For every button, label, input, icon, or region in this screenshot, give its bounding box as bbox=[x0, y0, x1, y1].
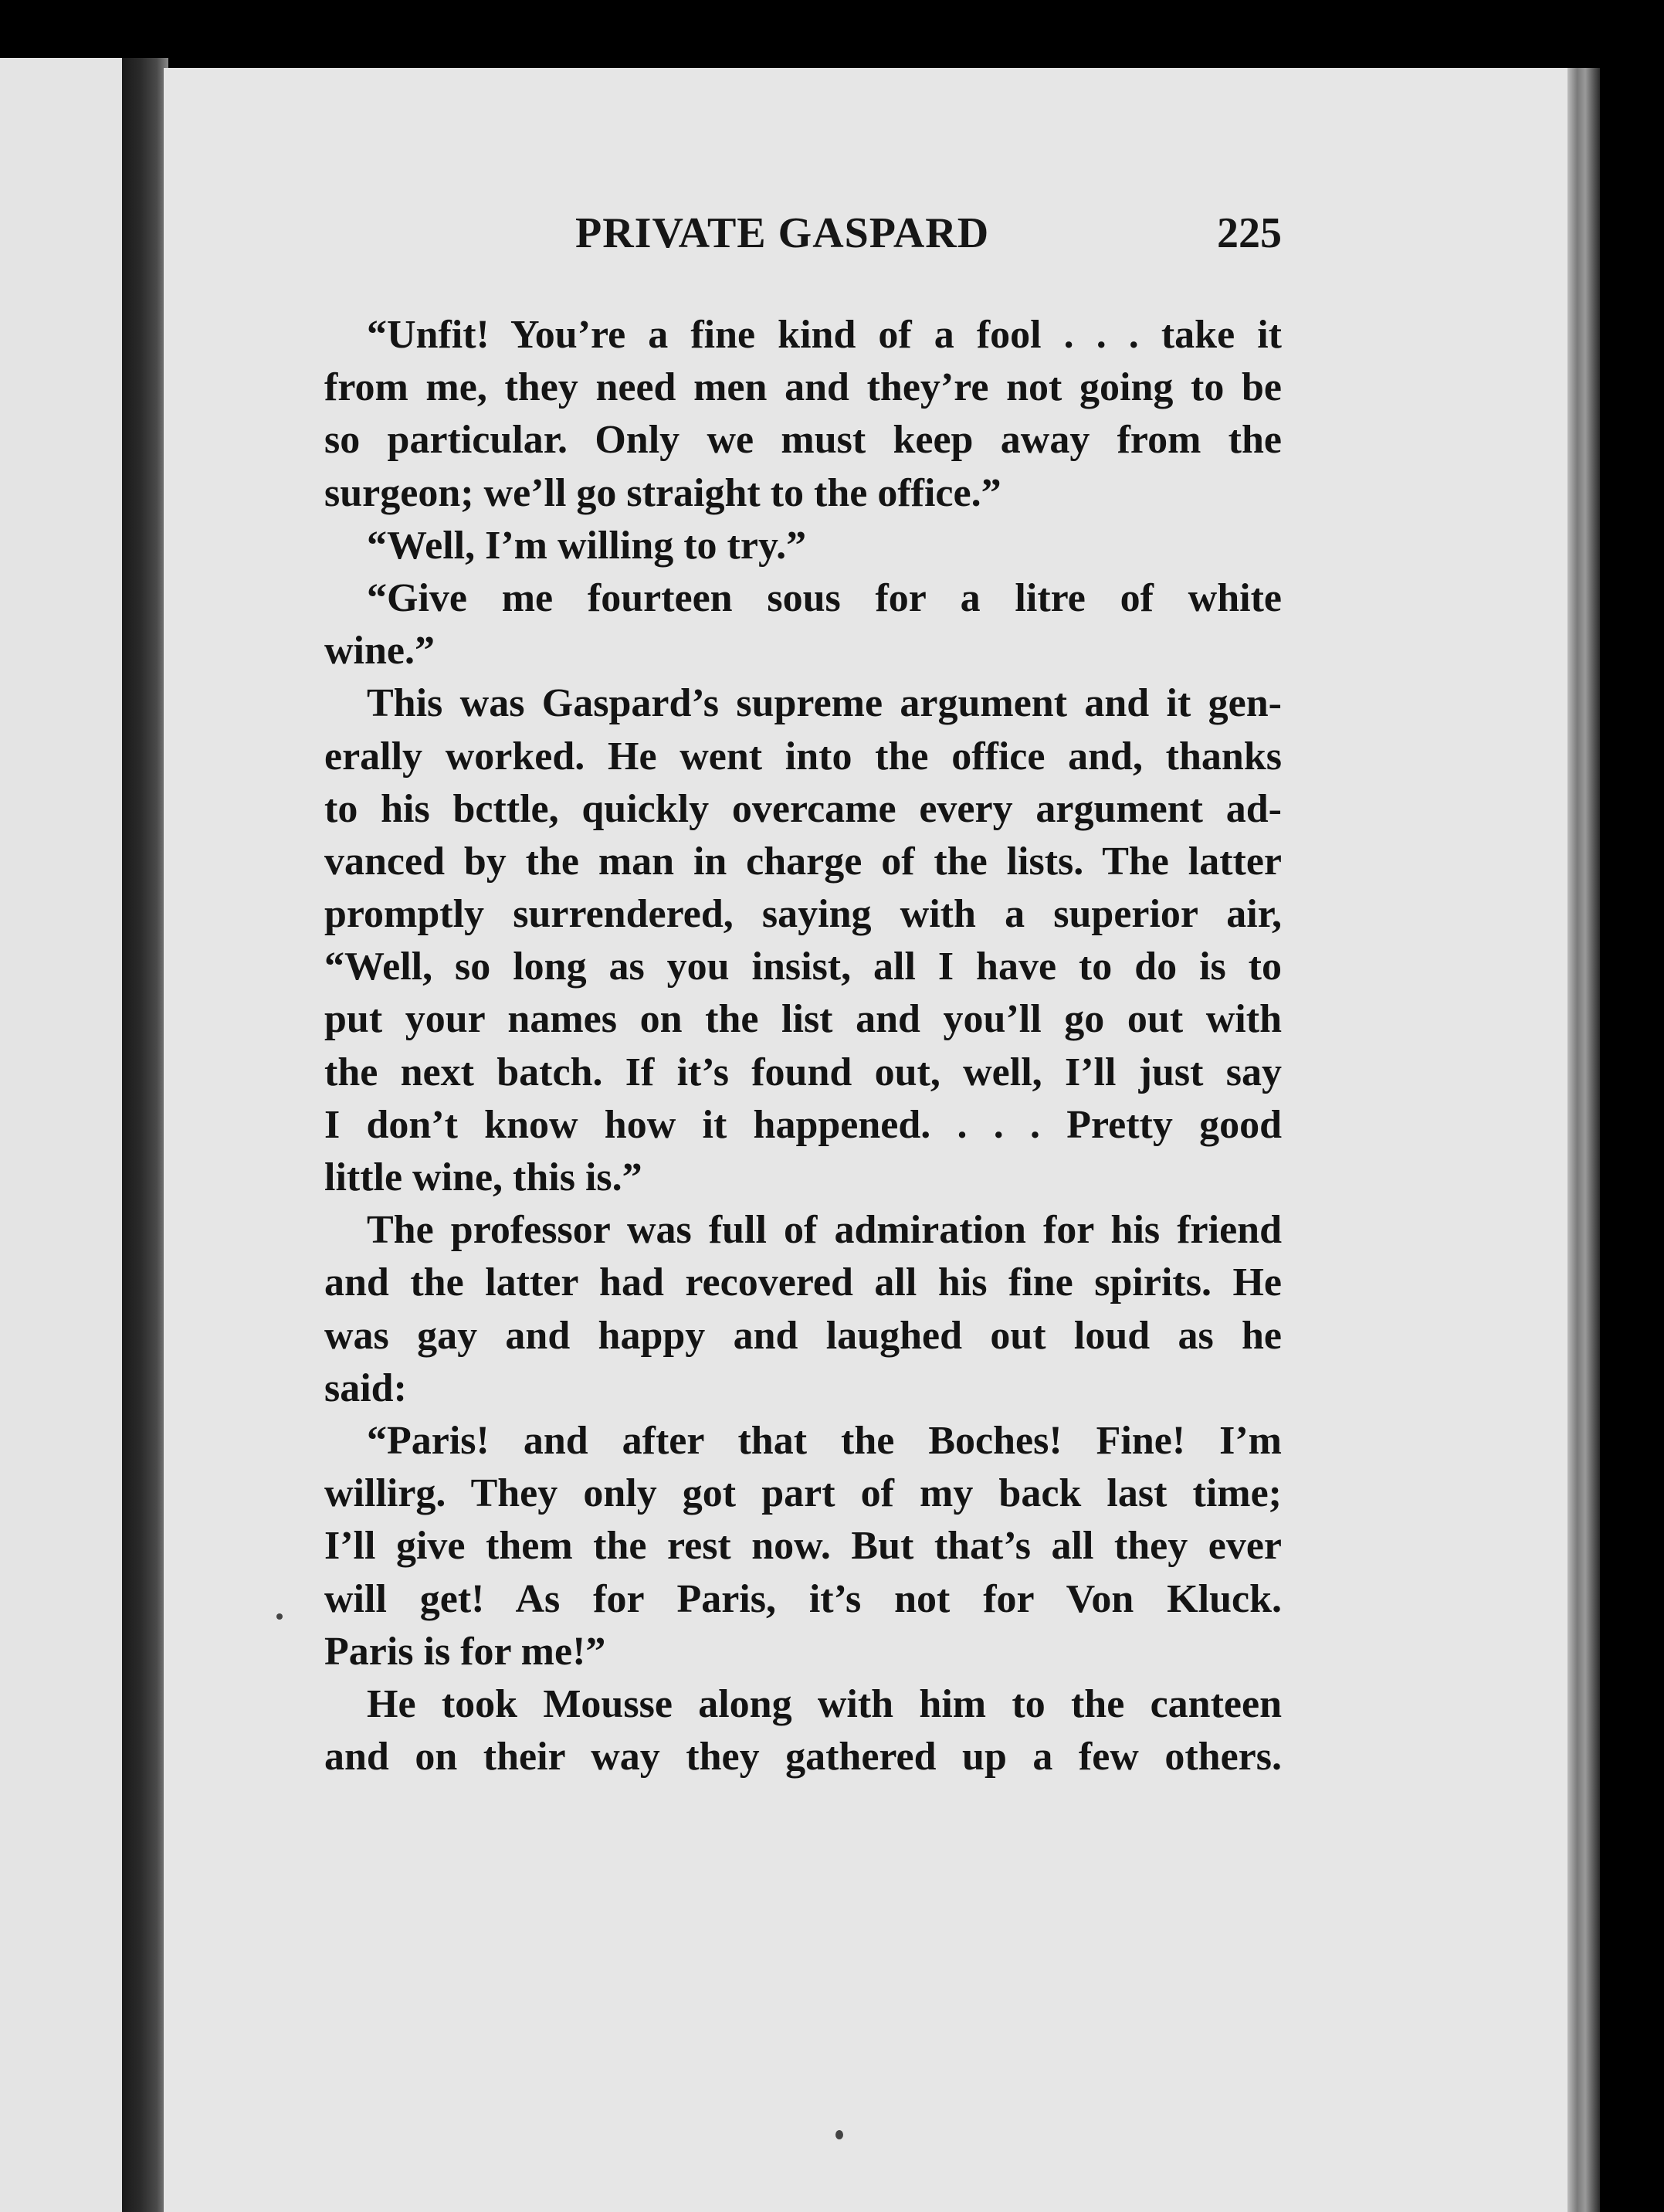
scan-speck bbox=[276, 1613, 283, 1620]
text-line: and the latter had recovered all his fine spirits. He bbox=[324, 1260, 1282, 1305]
text-line: “Unfit! You’re a fine kind of a fool . . . take it bbox=[367, 313, 1282, 357]
book-gutter bbox=[122, 58, 168, 2212]
text-line: “Give me fourteen sous for a litre of white bbox=[367, 575, 1282, 620]
text-line: was gay and happy and laughed out loud as he bbox=[324, 1313, 1282, 1358]
text-line: Paris is for me!” bbox=[324, 1629, 606, 1674]
text-line: This was Gaspard’s supreme argument and it gen- bbox=[367, 681, 1282, 726]
text-line: “Paris! and after that the Boches! Fine! I’m bbox=[367, 1418, 1282, 1463]
text-line: The professor was full of admiration for his friend bbox=[367, 1208, 1282, 1253]
text-line: the next batch. If it’s found out, well, I’ll just say bbox=[324, 1050, 1282, 1094]
text-line: He took Mousse along with him to the canteen bbox=[367, 1681, 1282, 1726]
page-number: 225 bbox=[1217, 209, 1282, 257]
text-line: vanced by the man in charge of the lists. The latter bbox=[324, 839, 1282, 884]
text-line: put your names on the list and you’ll go out with bbox=[324, 997, 1282, 1042]
text-line: from me, they need men and they’re not going to be bbox=[324, 365, 1282, 410]
text-line: “Well, I’m willing to try.” bbox=[367, 523, 807, 568]
text-line: promptly surrendered, saying with a superior air, bbox=[324, 892, 1282, 937]
text-line: so particular. Only we must keep away from the bbox=[324, 418, 1282, 463]
text-line: and on their way they gathered up a few others. bbox=[324, 1735, 1282, 1779]
body-text bbox=[324, 309, 1282, 1783]
text-line: wine.” bbox=[324, 629, 435, 673]
text-line: said: bbox=[324, 1366, 407, 1410]
text-line: to his bcttle, quickly overcame every argument ad- bbox=[324, 786, 1282, 831]
text-line: will get! As for Paris, it’s not for Von Kluck. bbox=[324, 1576, 1282, 1621]
text-line: “Well, so long as you insist, all I have to do is to bbox=[324, 945, 1282, 989]
page-header bbox=[324, 209, 1282, 263]
page-stack-edge bbox=[1567, 68, 1600, 2212]
scan-speck bbox=[835, 2130, 843, 2139]
text-line: little wine, this is.” bbox=[324, 1155, 642, 1199]
text-line: I’ll give them the rest now. But that’s all they ever bbox=[324, 1524, 1282, 1569]
facing-page-edge bbox=[0, 58, 122, 2212]
text-line: erally worked. He went into the office and, thanks bbox=[324, 734, 1282, 779]
text-line: I don’t know how it happened. . . . Pretty good bbox=[324, 1102, 1282, 1147]
text-line: willirg. They only got part of my back last time; bbox=[324, 1471, 1282, 1516]
text-line: surgeon; we’ll go straight to the office.” bbox=[324, 470, 1001, 515]
running-head: PRIVATE GASPARD bbox=[575, 209, 990, 257]
